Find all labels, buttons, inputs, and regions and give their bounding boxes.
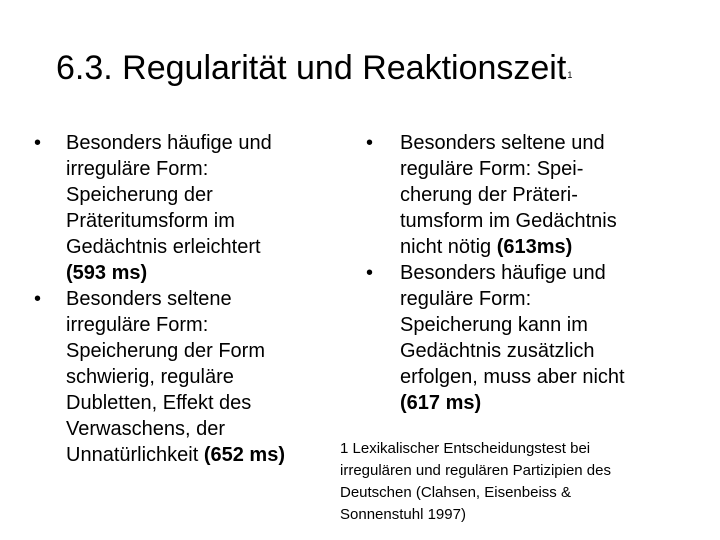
footnote-line: 1 Lexikalischer Entscheidungstest bei: [340, 440, 591, 457]
footnote: [340, 438, 700, 526]
footnote-line: irregulären und regulären Partizipien des: [340, 462, 611, 479]
text-line: Besonders seltene: [66, 288, 232, 310]
slide-title-text: 6.3. Regularität und Reaktionszeit: [56, 49, 567, 87]
left-column: [34, 130, 344, 468]
text-line: irreguläre Form:: [66, 314, 209, 336]
text-line-last: [400, 234, 680, 260]
bullet-icon: •: [366, 262, 374, 284]
footnote-mark: 1: [567, 70, 573, 80]
bullet-icon: •: [34, 132, 42, 154]
slide-title: [56, 48, 572, 96]
bullet-item-rare-irregular: [34, 286, 344, 468]
text-line: Verwaschens, der: [66, 418, 225, 440]
text-line: reguläre Form:: [400, 288, 532, 310]
text-line: Besonders häufige und: [400, 262, 606, 284]
footnote-line: Deutschen (Clahsen, Eisenbeiss &: [340, 484, 571, 501]
text-line-last: [66, 442, 344, 468]
text-line: Gedächtnis zusätzlich: [400, 340, 595, 362]
text-line: Speicherung der: [66, 184, 213, 206]
text-line: Besonders seltene und: [400, 132, 605, 154]
text-line: erfolgen, muss aber nicht: [400, 366, 625, 388]
text-line: Besonders häufige und: [66, 132, 272, 154]
bullet-icon: •: [366, 132, 374, 154]
bullet-item-frequent-irregular: [34, 130, 344, 286]
right-column: [360, 130, 680, 416]
bullet-icon: •: [34, 288, 42, 310]
reaction-time-value: (613ms): [496, 236, 573, 258]
reaction-time-value: (617 ms): [400, 392, 482, 414]
text-line: irreguläre Form:: [66, 158, 209, 180]
reaction-time-value: (593 ms): [66, 262, 148, 284]
reaction-time-value: (652 ms): [203, 444, 285, 466]
text-prefix: nicht nötig: [400, 236, 497, 258]
text-line: schwierig, reguläre: [66, 366, 234, 388]
text-line: cherung der Präteri-: [400, 184, 578, 206]
text-line: Speicherung kann im: [400, 314, 588, 336]
text-line: Speicherung der Form: [66, 340, 265, 362]
text-prefix: Unnatürlichkeit: [66, 444, 204, 466]
footnote-line: Sonnenstuhl 1997): [340, 506, 466, 523]
text-line: Präteritumsform im: [66, 210, 235, 232]
text-line: tumsform im Gedächtnis: [400, 210, 617, 232]
bullet-item-rare-regular: [360, 130, 680, 260]
text-line: Dubletten, Effekt des: [66, 392, 252, 414]
bullet-item-frequent-regular: [360, 260, 680, 416]
text-line: reguläre Form: Spei-: [400, 158, 584, 180]
text-line: Gedächtnis erleichtert: [66, 236, 261, 258]
